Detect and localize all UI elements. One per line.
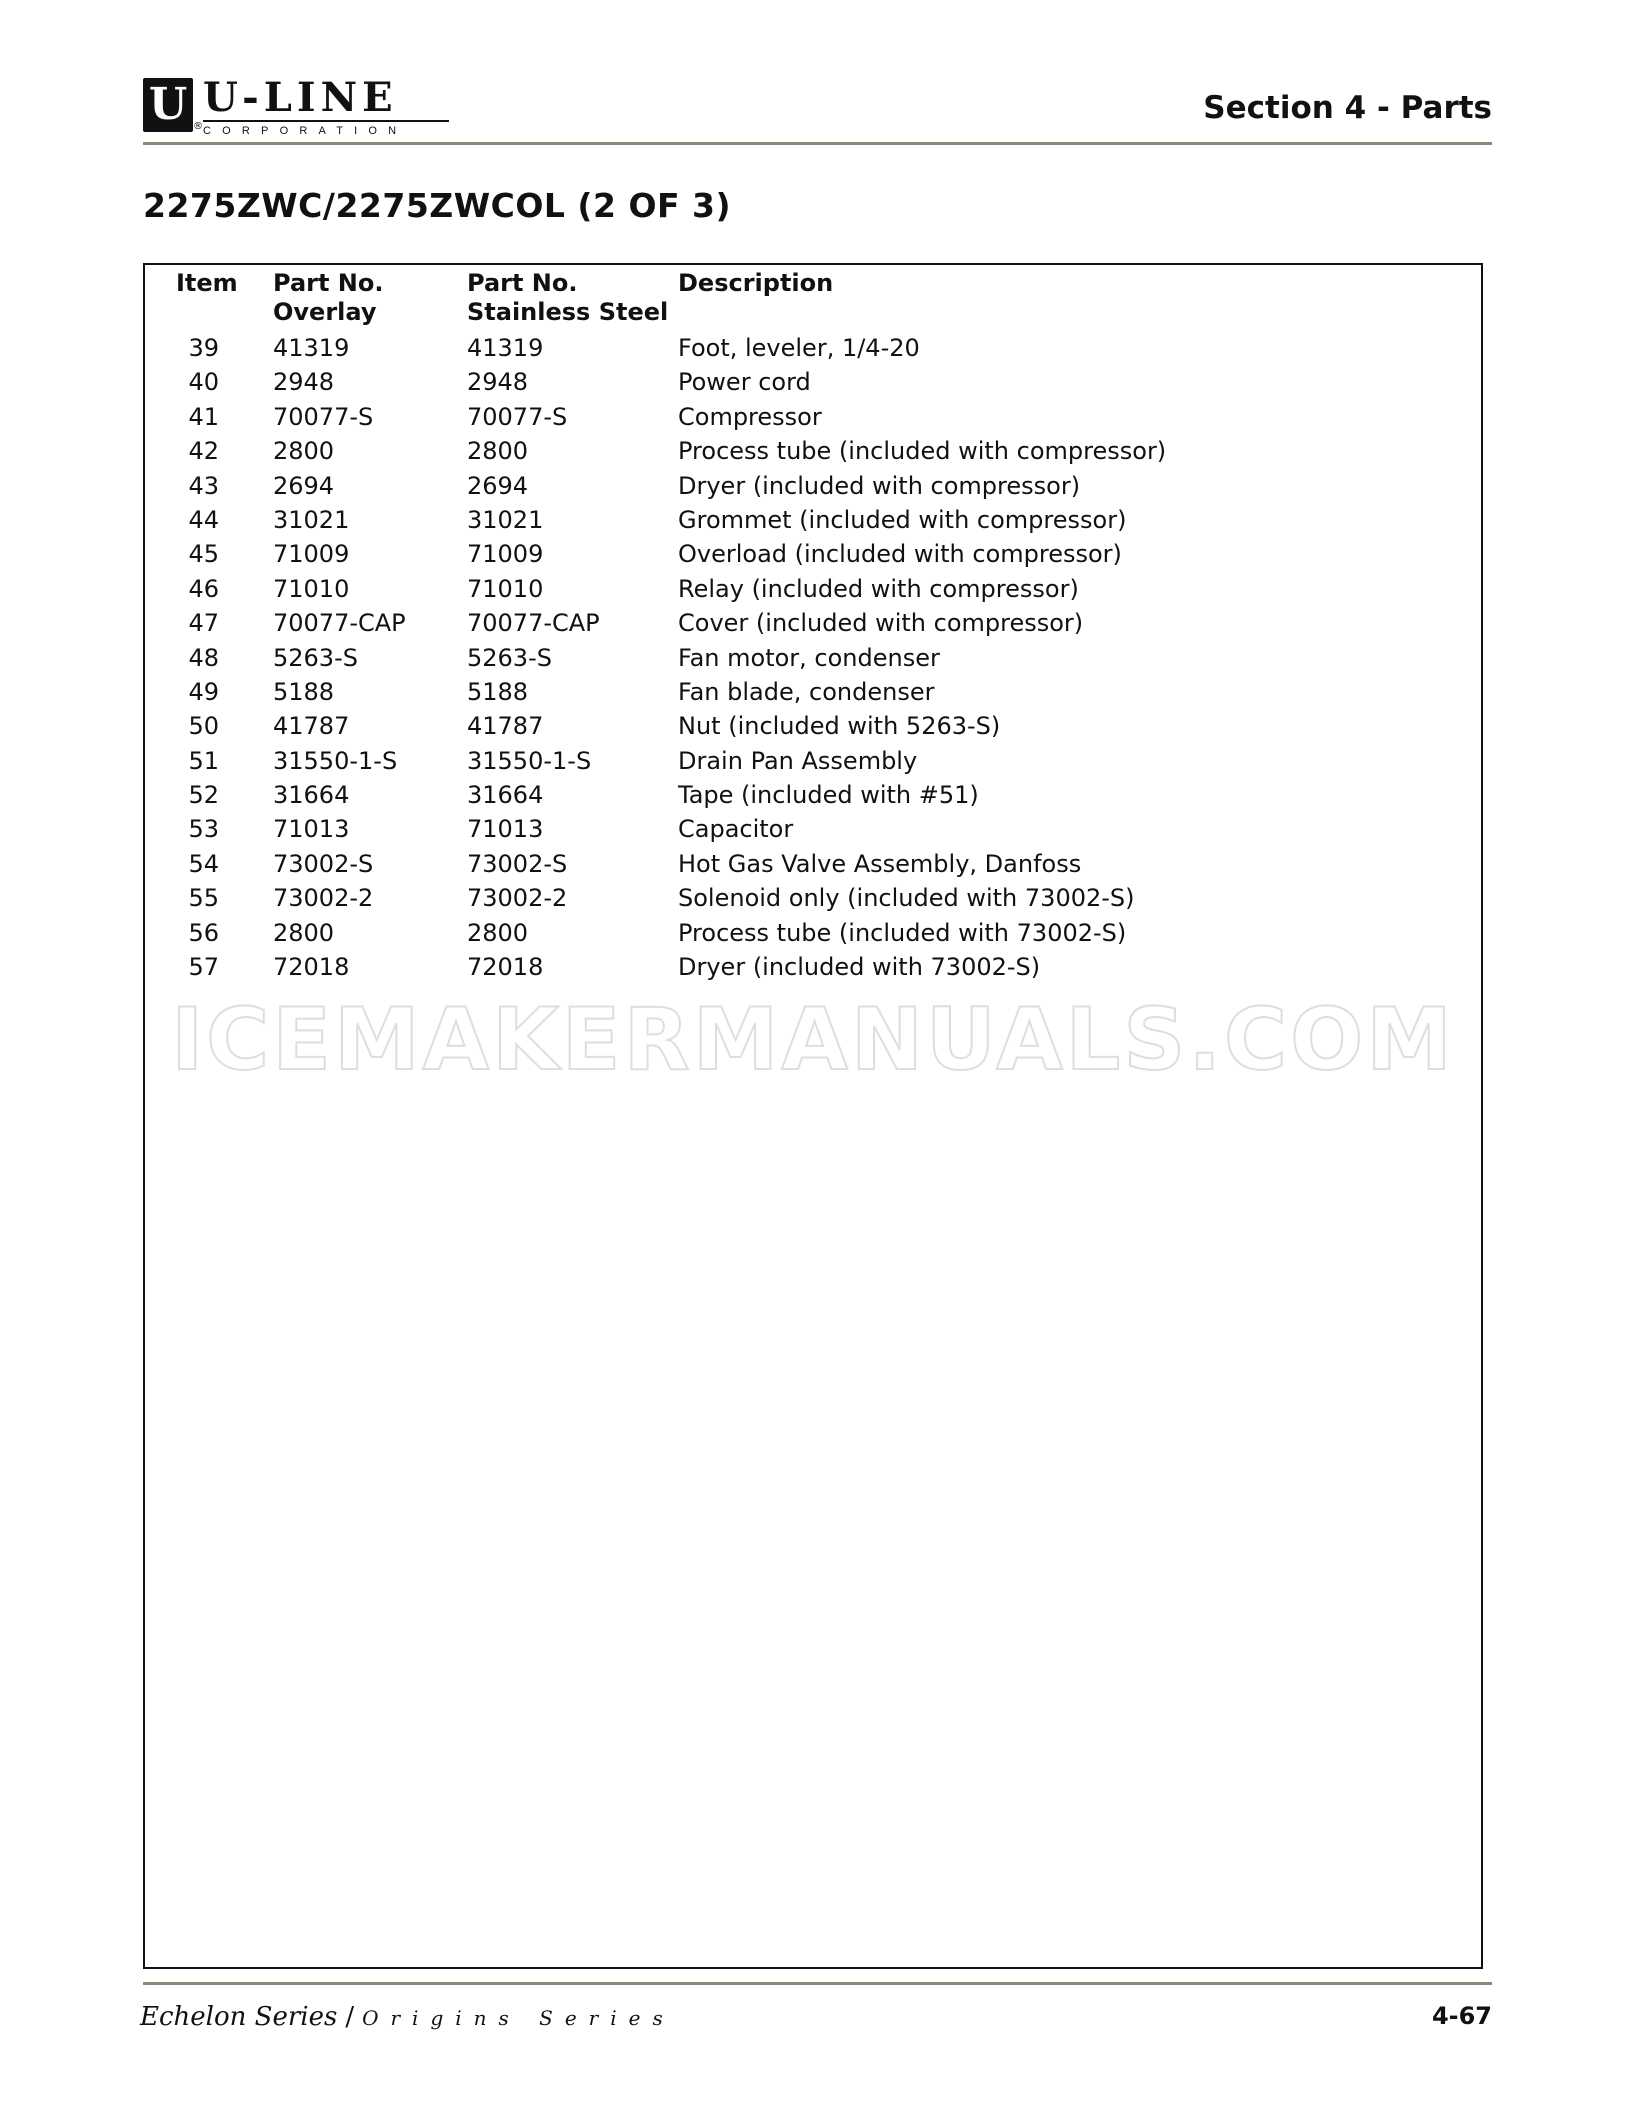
cell-item: 47 <box>188 609 219 638</box>
cell-item: 39 <box>188 334 219 362</box>
cell-part-overlay: 73002-S <box>273 849 374 878</box>
cell-part-overlay: 41319 <box>273 334 350 362</box>
cell-part-overlay: 71010 <box>273 574 350 603</box>
cell-part-stainless: 71009 <box>467 540 544 569</box>
table-row <box>145 916 1481 950</box>
column-header-description: Description <box>678 269 834 297</box>
cell-part-stainless: 71010 <box>467 574 544 603</box>
cell-item: 45 <box>188 540 219 569</box>
table-row <box>145 331 1481 365</box>
cell-item: 51 <box>188 746 219 775</box>
cell-item: 57 <box>188 953 219 982</box>
cell-part-stainless: 2694 <box>467 471 529 500</box>
logo-name: U-LINE <box>203 74 398 121</box>
table-row <box>145 434 1481 468</box>
table-row <box>145 469 1481 503</box>
page-header <box>143 74 1492 142</box>
cell-item: 43 <box>188 471 219 500</box>
cell-part-stainless: 72018 <box>467 953 544 982</box>
table-row <box>145 641 1481 675</box>
cell-item: 40 <box>188 368 219 397</box>
cell-item: 55 <box>188 884 219 913</box>
cell-item: 42 <box>188 437 219 466</box>
page-title: 2275ZWC/2275ZWCOL (2 OF 3) <box>143 186 732 225</box>
column-header-item: Item <box>176 269 238 297</box>
cell-description: Dryer (included with compressor) <box>678 471 1081 500</box>
cell-part-stainless: 73002-2 <box>467 884 568 913</box>
cell-part-stainless: 70077-CAP <box>467 609 600 638</box>
table-row <box>145 847 1481 881</box>
cell-part-overlay: 73002-2 <box>273 884 374 913</box>
cell-part-overlay: 2948 <box>273 368 335 397</box>
cell-part-overlay: 31664 <box>273 781 350 810</box>
registered-mark: ® <box>193 121 203 132</box>
cell-description: Compressor <box>678 402 822 431</box>
cell-description: Drain Pan Assembly <box>678 746 918 775</box>
cell-part-overlay: 31550-1-S <box>273 746 398 775</box>
cell-part-stainless: 31021 <box>467 505 544 534</box>
cell-part-overlay: 2694 <box>273 471 335 500</box>
cell-description: Grommet (included with compressor) <box>678 505 1127 534</box>
cell-part-stainless: 41787 <box>467 712 544 741</box>
cell-part-stainless: 5188 <box>467 677 529 706</box>
cell-item: 48 <box>188 643 219 672</box>
cell-part-stainless: 70077-S <box>467 402 568 431</box>
cell-item: 41 <box>188 402 219 431</box>
cell-description: Relay (included with compressor) <box>678 574 1079 603</box>
cell-part-stainless: 2948 <box>467 368 529 397</box>
table-row <box>145 675 1481 709</box>
cell-part-overlay: 5188 <box>273 677 335 706</box>
table-row <box>145 400 1481 434</box>
table-row <box>145 744 1481 778</box>
cell-part-stainless: 73002-S <box>467 849 568 878</box>
cell-description: Solenoid only (included with 73002-S) <box>678 884 1135 913</box>
cell-part-stainless: 31664 <box>467 781 544 810</box>
table-row <box>145 709 1481 743</box>
cell-part-overlay: 31021 <box>273 505 350 534</box>
cell-part-overlay: 5263-S <box>273 643 358 672</box>
cell-part-overlay: 71013 <box>273 815 350 844</box>
cell-part-overlay: 70077-CAP <box>273 609 406 638</box>
cell-description: Tape (included with #51) <box>678 781 979 810</box>
series-echelon: Echelon Series <box>140 2002 338 2032</box>
cell-part-overlay: 72018 <box>273 953 350 982</box>
u-line-logo-icon <box>143 78 193 132</box>
cell-part-overlay: 41787 <box>273 712 350 741</box>
table-row <box>145 537 1481 571</box>
series-origins: Origins Series <box>362 2006 675 2030</box>
cell-description: Power cord <box>678 368 811 397</box>
header-divider <box>143 142 1492 145</box>
cell-part-overlay: 2800 <box>273 918 335 947</box>
cell-description: Overload (included with compressor) <box>678 540 1122 569</box>
table-row <box>145 881 1481 915</box>
table-row <box>145 572 1481 606</box>
table-row <box>145 778 1481 812</box>
cell-item: 52 <box>188 781 219 810</box>
cell-description: Dryer (included with 73002-S) <box>678 953 1041 982</box>
cell-part-stainless: 71013 <box>467 815 544 844</box>
cell-item: 53 <box>188 815 219 844</box>
logo-mark-letter: U <box>148 79 188 130</box>
table-row <box>145 812 1481 846</box>
page-number: 4-67 <box>1431 2002 1492 2030</box>
table-body <box>145 331 1481 984</box>
logo-rule <box>203 120 449 122</box>
table-header <box>145 269 1481 329</box>
watermark: ICEMAKERMANUALS.COM <box>171 990 1455 1090</box>
table-row <box>145 606 1481 640</box>
table-row <box>145 503 1481 537</box>
u-line-logo <box>143 74 449 138</box>
cell-description: Foot, leveler, 1/4-20 <box>678 334 920 362</box>
cell-description: Process tube (included with 73002-S) <box>678 918 1127 947</box>
cell-description: Cover (included with compressor) <box>678 609 1084 638</box>
cell-item: 49 <box>188 677 219 706</box>
table-row <box>145 365 1481 399</box>
cell-part-overlay: 71009 <box>273 540 350 569</box>
cell-part-stainless: 2800 <box>467 918 529 947</box>
cell-item: 50 <box>188 712 219 741</box>
parts-table-frame <box>143 263 1483 1969</box>
footer-series <box>140 2002 675 2032</box>
cell-description: Fan motor, condenser <box>678 643 940 672</box>
cell-description: Fan blade, condenser <box>678 677 935 706</box>
table-row <box>145 950 1481 984</box>
footer-divider <box>143 1982 1492 1985</box>
cell-item: 44 <box>188 505 219 534</box>
cell-description: Process tube (included with compressor) <box>678 437 1167 466</box>
cell-part-stainless: 41319 <box>467 334 544 362</box>
logo-subtitle: CORPORATION <box>203 125 408 137</box>
cell-description: Capacitor <box>678 815 794 844</box>
cell-item: 46 <box>188 574 219 603</box>
cell-part-overlay: 2800 <box>273 437 335 466</box>
cell-part-stainless: 2800 <box>467 437 529 466</box>
cell-description: Hot Gas Valve Assembly, Danfoss <box>678 849 1082 878</box>
section-title: Section 4 - Parts <box>1203 90 1492 126</box>
column-header-part-overlay: Part No. Overlay <box>273 269 384 326</box>
cell-item: 56 <box>188 918 219 947</box>
cell-part-stainless: 31550-1-S <box>467 746 592 775</box>
cell-part-overlay: 70077-S <box>273 402 374 431</box>
cell-description: Nut (included with 5263-S) <box>678 712 1001 741</box>
column-header-part-stainless: Part No. Stainless Steel <box>467 269 669 326</box>
series-separator: / <box>345 2002 355 2032</box>
cell-item: 54 <box>188 849 219 878</box>
cell-part-stainless: 5263-S <box>467 643 552 672</box>
